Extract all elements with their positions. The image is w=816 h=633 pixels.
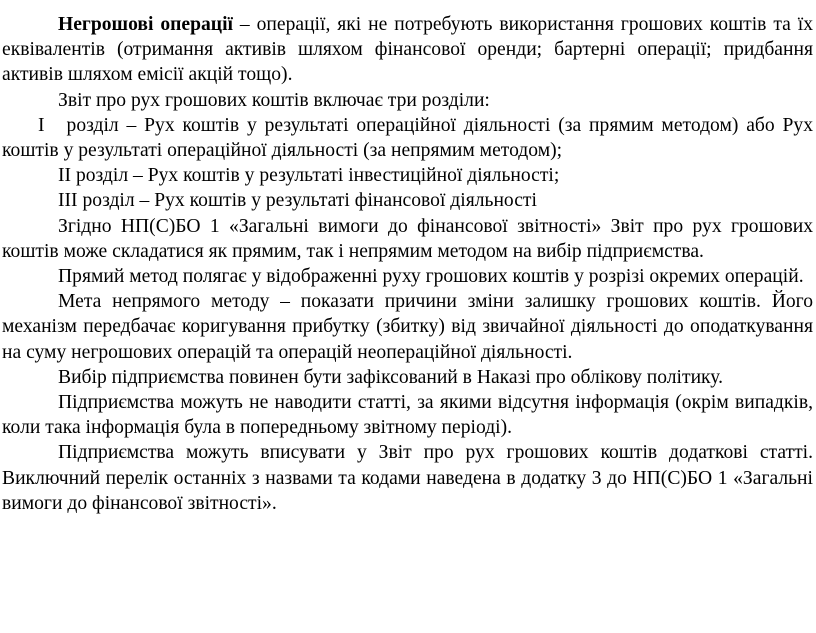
paragraph-omit-items: Підприємства можуть не наводити статті, за якими відсутня інформація (окрім випадків, коли така інформація була в попередньому звітному періоді). — [2, 392, 813, 439]
paragraph-section-two: II розділ – Рух коштів у результаті інвестиційної діяльності; — [58, 165, 560, 187]
roman-numeral: I — [38, 114, 45, 136]
paragraph-report-sections-intro: Звіт про рух грошових коштів включає три розділи: — [58, 89, 490, 111]
paragraph-direct-method: Прямий метод полягає у відображенні руху грошових коштів у розрізі окремих операцій. — [58, 266, 804, 288]
paragraph-text: розділ – Рух коштів у результаті операційної діяльності (за прямим методом) або Рух коштів у результаті операційної діяльності (за непрямим методом); — [2, 114, 813, 162]
paragraph-section-one — [2, 113, 813, 163]
bold-term: Негрошові операції — [58, 14, 233, 35]
paragraph-standard-reference: Згідно НП(С)БО 1 «Загальні вимоги до фінансової звітності» Звіт про рух грошових коштів може складатися як прямим, так і непрямим методом на вибір підприємства. — [2, 215, 813, 262]
paragraph-additional-items: Підприємства можуть вписувати у Звіт про рух грошових коштів додаткові статті. Виключний перелік останніх з назвами та кодами наведена в додатку 3 до НП(С)БО 1 «Загальні вимоги до фінансової звітності». — [2, 442, 813, 514]
paragraph-method-choice: Вибір підприємства повинен бути зафіксований в Наказі про облікову політику. — [58, 366, 724, 388]
paragraph-indirect-method: Мета непрямого методу – показати причини зміни залишку грошових коштів. Його механізм передбачає коригування прибутку (збитку) від звичайної діяльності до оподаткування на суму негрошових операцій та операцій неопераційної діяльності. — [2, 291, 813, 363]
paragraph-non-cash-operations — [2, 12, 813, 88]
paragraph-section-three: III розділ – Рух коштів у результаті фінансової діяльності — [58, 190, 537, 212]
paragraph-text: – операції, які не потребують використання грошових коштів та їх еквівалентів (отримання активів шляхом фінансової оренди; бартерні операції; придбання активів шляхом емісії акцій тощо). — [2, 14, 813, 86]
